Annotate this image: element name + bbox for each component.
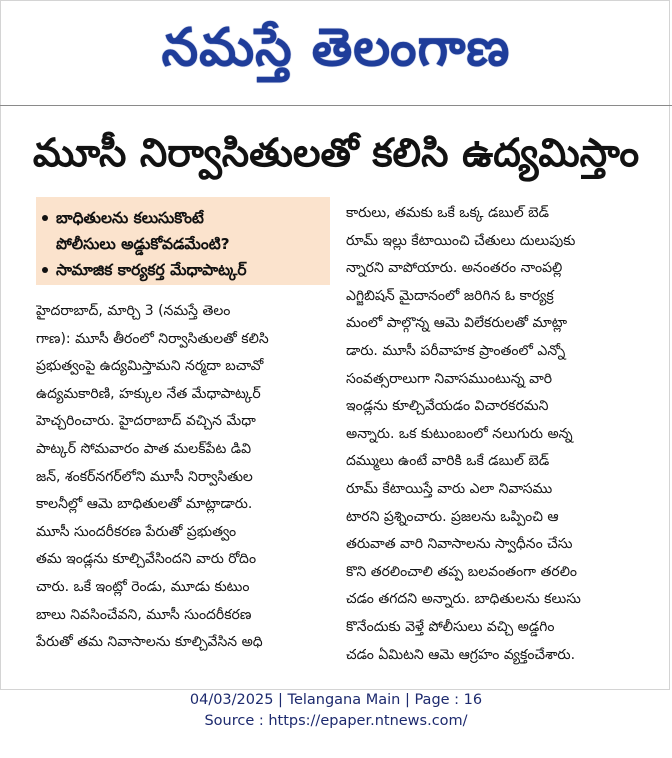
body-line: తమ ఇండ్లను కూల్చివేసిందని వారు రోదిం bbox=[36, 551, 257, 568]
article-headline: మూసీ నిర్వాసితులతో కలిసి ఉద్యమిస్తాం bbox=[32, 131, 640, 176]
body-line: పాట్కర్ సోమవారం పాత మలక్‌పేట డివి bbox=[36, 440, 252, 457]
body-line: ఎగ్జిబిషన్ మైదానంలో జరిగిన ఓ కార్యక్ర bbox=[346, 287, 554, 304]
edition-info: 04/03/2025 | Telangana Main | Page : 16 bbox=[189, 692, 483, 708]
body-line: జన్, శంకర్‌నగర్‌లోని మూసీ నిర్వాసితుల bbox=[36, 468, 253, 485]
source-footer bbox=[0, 690, 672, 732]
body-line: అన్నారు. ఒక కుటుంబంలో నలుగురు అన్న bbox=[346, 425, 573, 442]
article-column-left bbox=[36, 298, 332, 657]
body-line: మూసీ సుందరీకరణ పేరుతో ప్రభుత్వం bbox=[36, 523, 237, 540]
body-line: హెచ్చరించారు. హైదరాబాద్ వచ్చిన మేధా bbox=[36, 413, 256, 430]
highlight-1-line-2: పోలీసులు అడ్డుకోవడమేంటి? bbox=[56, 235, 230, 253]
body-line: తరువాత వారి నివాసాలను స్వాధీనం చేసు bbox=[346, 536, 573, 553]
highlight-item-1-continued bbox=[42, 231, 326, 257]
body-line: పేరుతో తమ నివాసాలను కూల్చివేసిన అధి bbox=[36, 634, 263, 651]
highlight-item-1 bbox=[42, 205, 326, 231]
body-line: రూమ్ ఇల్లు కేటాయించి చేతులు దులుపుకు bbox=[346, 232, 576, 249]
bullet-icon bbox=[42, 267, 48, 273]
highlights-box bbox=[36, 197, 330, 285]
masthead-divider bbox=[0, 105, 672, 106]
source-link[interactable]: Source : https://epaper.ntnews.com/ bbox=[204, 713, 468, 729]
body-line: కాలనీల్లో ఆమె బాధితులతో మాట్లాడారు. bbox=[36, 496, 253, 513]
body-line: ఉద్యమకారిణి, హక్కుల నేత మేధాపాట్కర్ bbox=[36, 385, 261, 402]
body-line: బాలు నివసించేవని, మూసీ సుందరీకరణ bbox=[36, 606, 252, 623]
body-line: న్నారని వాపోయారు. అనంతరం నాంపల్లి bbox=[346, 260, 563, 277]
masthead-title: నమస్తే తెలంగాణ bbox=[161, 18, 511, 78]
masthead bbox=[0, 8, 672, 88]
body-line: డారు. మూసీ పరీవాహక ప్రాంతంలో ఎన్నో bbox=[346, 342, 566, 359]
article-column-right bbox=[346, 200, 658, 669]
body-line: కారులు, తమకు ఒకే ఒక్క డబుల్ బెడ్ bbox=[346, 205, 549, 221]
body-line: చారు. ఒకే ఇంట్లో రెండు, మూడు కుటుం bbox=[36, 578, 250, 595]
body-line: దమ్ములు ఉంటే వారికి ఒకే డబుల్ బెడ్ bbox=[346, 453, 550, 470]
body-line: చడం తగదని అన్నారు. బాధితులను కలుసు bbox=[346, 591, 581, 608]
highlight-item-2 bbox=[42, 257, 326, 283]
bullet-icon bbox=[42, 215, 48, 221]
body-line: కొనేందుకు వెళ్తే పోలీసులు వచ్చి అడ్డగిం bbox=[346, 618, 555, 635]
body-line: సంవత్సరాలుగా నివాసముంటున్న వారి bbox=[346, 370, 553, 387]
body-line: మంలో పాల్గొన్న ఆమె విలేకరులతో మాట్లా bbox=[346, 315, 568, 332]
body-line: టారని ప్రశ్నించారు. ప్రజలను ఒప్పించి ఆ bbox=[346, 508, 559, 525]
body-line: గాణ): మూసీ తీరంలో నిర్వాసితులతో కలిసి bbox=[36, 330, 269, 347]
body-line: కొని తరలించాలి తప్ప బలవంతంగా తరలిం bbox=[346, 563, 577, 580]
body-line: ప్రభుత్వంపై ఉద్యమిస్తామని నర్మదా బచావో bbox=[36, 358, 264, 375]
highlight-1-line-1: బాధితులను కలుసుకొంటే bbox=[56, 209, 204, 227]
body-line: చడం ఏమిటని ఆమె ఆగ్రహం వ్యక్తంచేశారు. bbox=[346, 646, 576, 663]
highlight-2-text: సామాజిక కార్యకర్త మేధాపాట్కర్ bbox=[56, 261, 247, 279]
body-line: ఇండ్లను కూల్చివేయడం విచారకరమని bbox=[346, 398, 549, 415]
body-line: రూమ్ కేటాయిస్తే వారు ఎలా నివాసము bbox=[346, 480, 553, 497]
body-line: హైదరాబాద్, మార్చి 3 (నమస్తే తెలం bbox=[36, 303, 231, 319]
